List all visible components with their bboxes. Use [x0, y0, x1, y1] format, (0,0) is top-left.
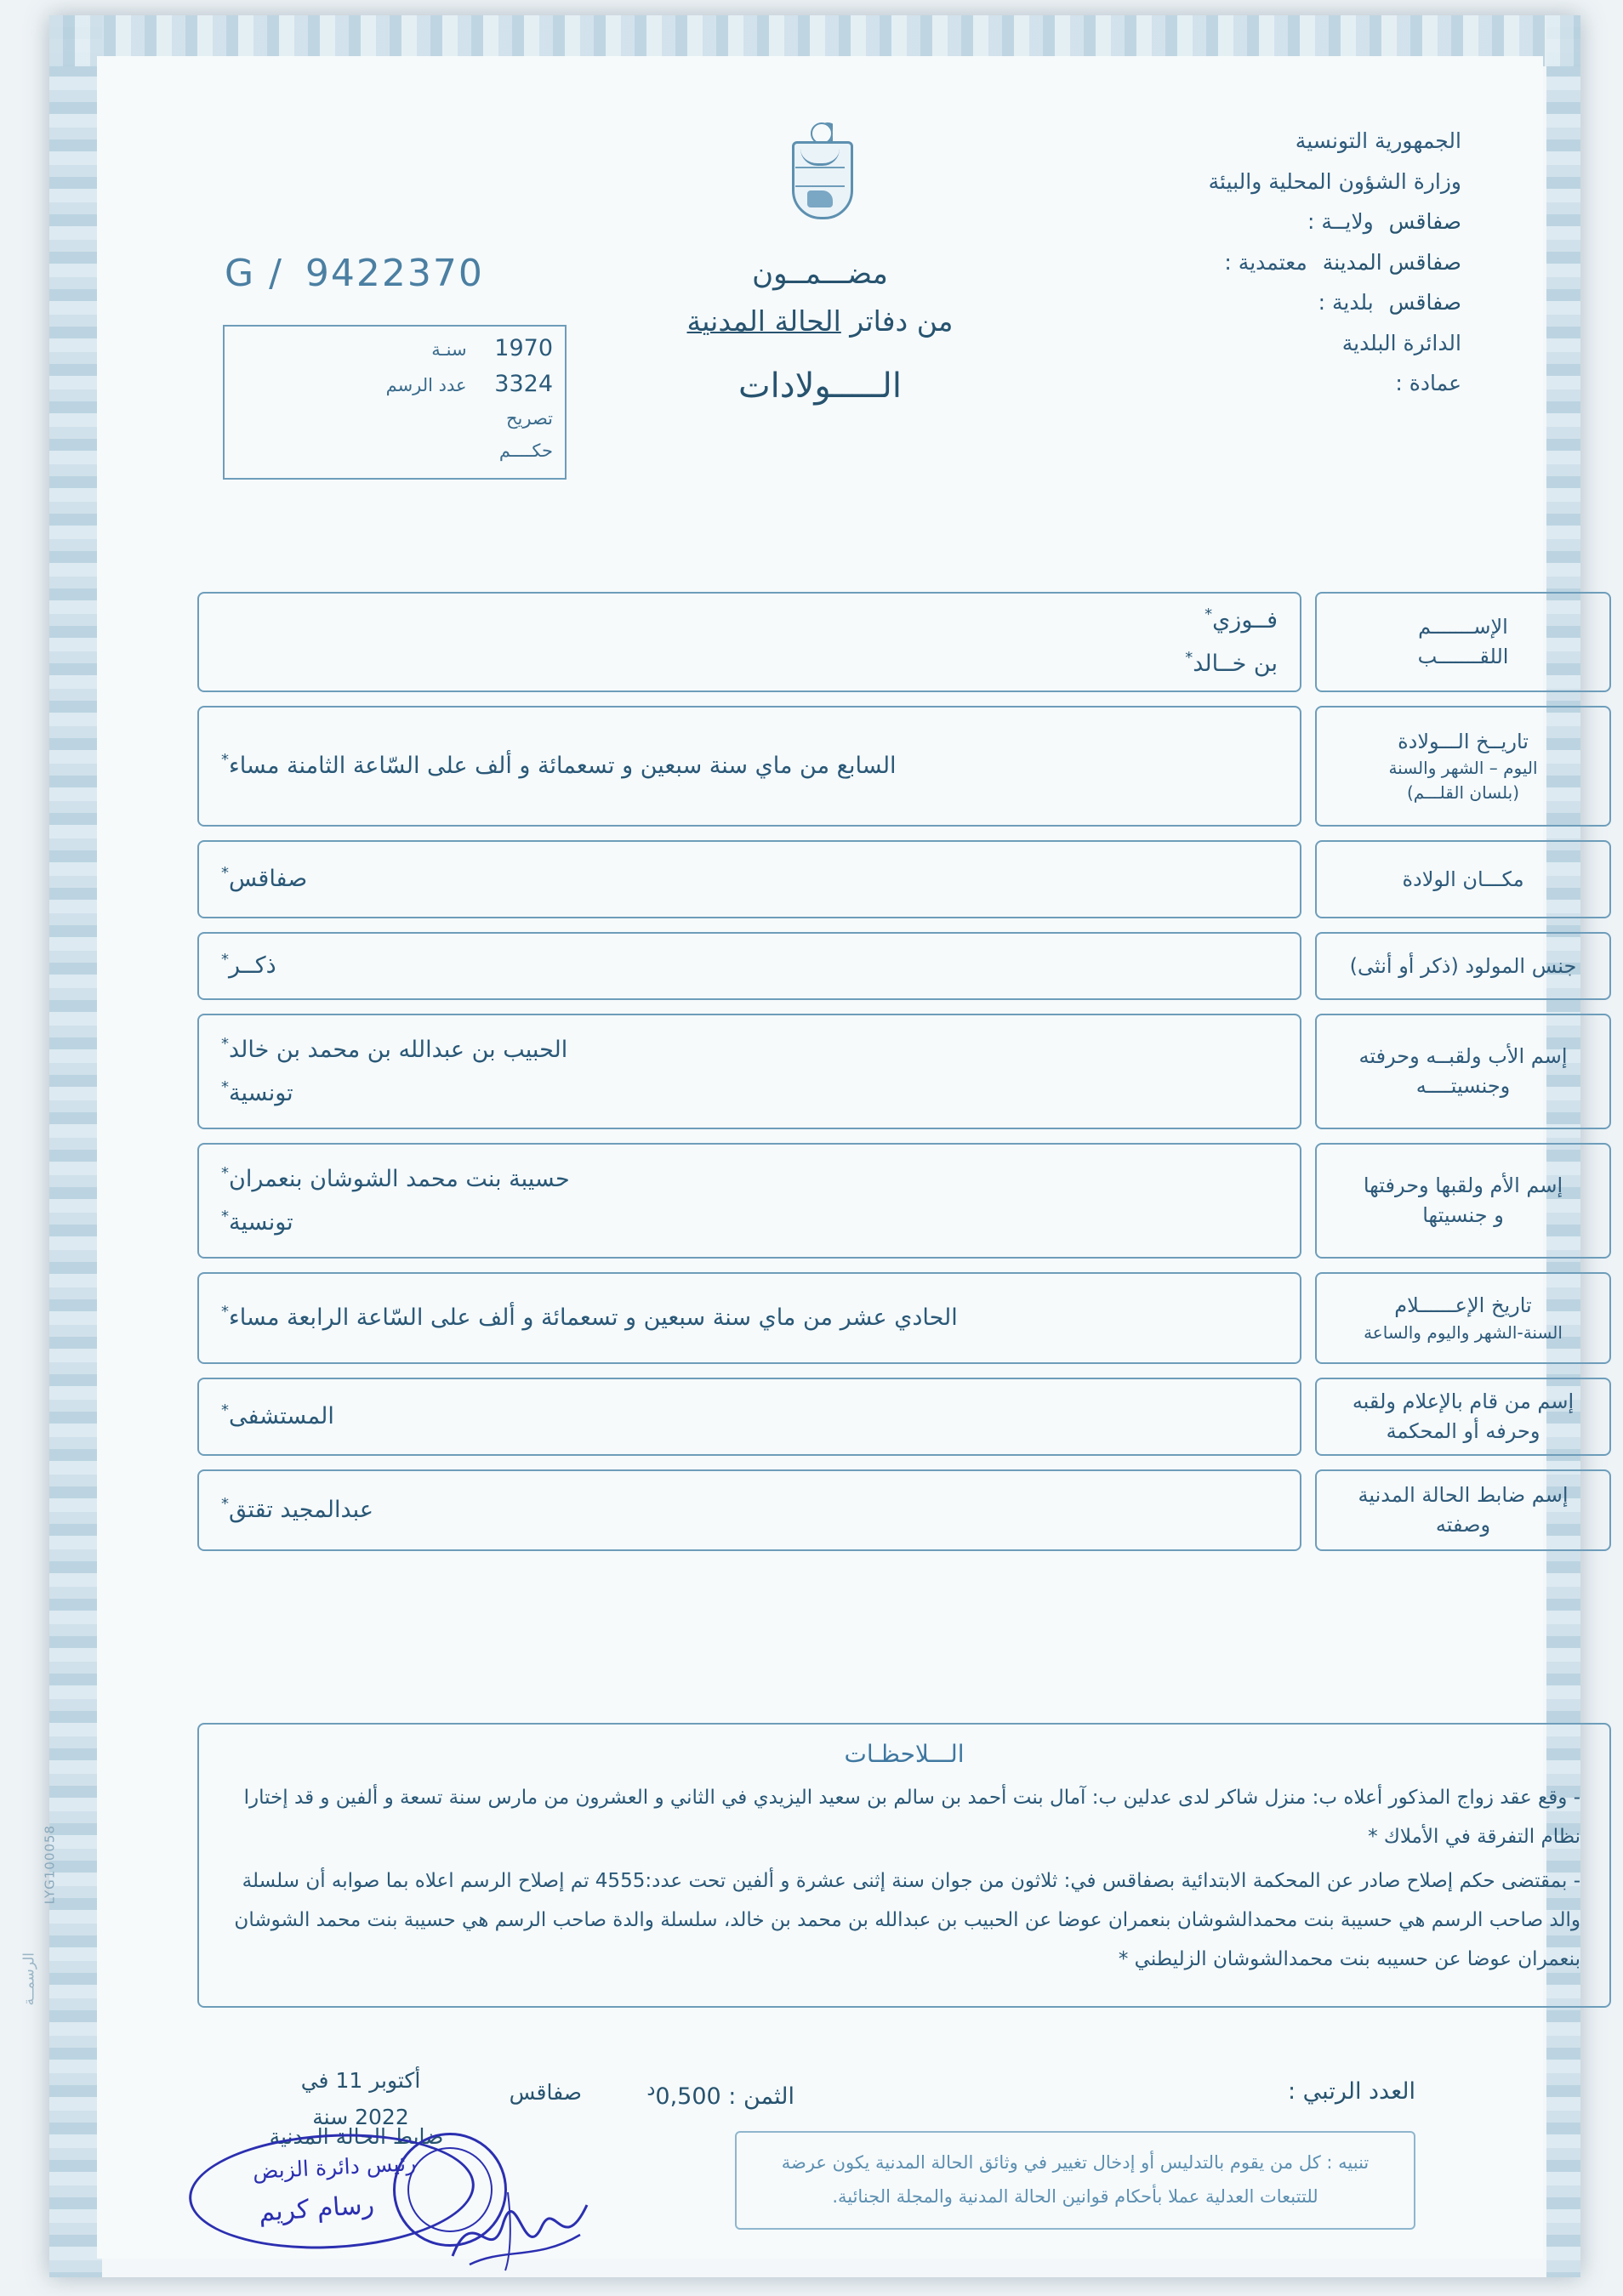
label-registrar — [1315, 1469, 1611, 1551]
value-registrar — [197, 1469, 1301, 1551]
label-mother-sub: و جنسيتها — [1422, 1203, 1504, 1227]
label-declarant-sub: وحرفه أو المحكمة — [1386, 1419, 1540, 1443]
handwritten-signature — [444, 2175, 597, 2277]
label-declarant-main: إسم من قام بالإعلام ولقبه — [1352, 1390, 1575, 1414]
tunisia-emblem-icon — [782, 122, 858, 224]
value-birth-date — [197, 706, 1301, 827]
label-father-sub: وجنسيتــــه — [1415, 1074, 1511, 1098]
issue-date-prefix: في — [300, 2068, 329, 2093]
value-sex-text: ذكــر* — [221, 951, 276, 980]
header-line-omda: عمادة : — [1395, 371, 1461, 395]
value-father — [197, 1014, 1301, 1129]
value-declarant — [197, 1378, 1301, 1456]
stamp-judgement-label: حكــــم — [498, 440, 553, 461]
label-name-surname: اللقـــــــب — [1417, 645, 1509, 668]
seal-line-2: رسام كريم — [257, 2190, 376, 2228]
stamp-year-value: 1970 — [494, 335, 553, 361]
serial-prefix: G / — [225, 252, 283, 295]
stamp-row-declaration — [458, 408, 553, 429]
stamp-declaration-label: تصريح — [505, 408, 553, 429]
form-row-birth-date — [197, 706, 1611, 827]
label-declaration-sub: السنة-الشهر واليوم والساعة — [1364, 1321, 1563, 1343]
value-surname: بن خــالد* — [1185, 649, 1278, 677]
serial-value: 9422370 — [305, 252, 484, 295]
document-body — [20, 56, 1580, 2259]
title-births: الـــــولادات — [738, 367, 902, 406]
title-madmoun: مضـــمــون — [752, 257, 888, 291]
issue-date-year-label: سنة — [312, 2104, 349, 2129]
lion-icon — [807, 190, 833, 207]
registrar-signature-title: ضابط الحالة المدنية — [269, 2124, 444, 2149]
side-code-2: الرسمــة — [20, 1952, 37, 2006]
value-name — [197, 592, 1301, 692]
value-mother-nationality: تونسية* — [221, 1208, 293, 1236]
birth-record-form — [197, 592, 1611, 1565]
remarks-section — [197, 1723, 1611, 2008]
header-line-district: الدائرة البلدية — [1341, 330, 1461, 355]
value-birth-date-text: السابع من ماي سنة سبعين و تسعمائة و ألف على السّاعة الثامنة مساء* — [221, 751, 897, 780]
value-declaration-date — [197, 1272, 1301, 1364]
label-name-first: الإســـــــم — [1418, 615, 1508, 639]
value-birth-place — [197, 840, 1301, 918]
form-row-registrar — [197, 1469, 1611, 1551]
remark-paragraph-marriage: - وقع عقد زواج المذكور أعلاه ب: منزل شاكر لدى عدلين ب: آمال بنت أحمد بن سالم بن سعيد اليزيدي في الثاني و العشرون من مارس سنة تسعة و ألفين و قد إختارا نظام التفرقة في الأملاك * — [243, 1787, 1580, 1848]
value-declaration-date-text: الحادي عشر من ماي سنة سبعين و تسعمائة و ألف على السّاعة الرابعة مساء* — [221, 1303, 958, 1332]
seal-line-1: رئيس دائرة الزبض — [252, 2150, 417, 2185]
document-title-block — [97, 257, 1543, 406]
issue-date-month: أكتوبر — [369, 2068, 421, 2093]
value-birth-place-text: صفاقس* — [221, 864, 308, 893]
emblem-divider-2 — [795, 185, 845, 187]
form-row-birth-place — [197, 840, 1611, 918]
form-row-sex — [197, 932, 1611, 1000]
header-line-republic: الجمهورية التونسية — [1295, 128, 1461, 153]
paper-sheet — [20, 15, 1580, 2277]
value-sex — [197, 932, 1301, 1000]
label-mother — [1315, 1143, 1611, 1259]
form-row-name — [197, 592, 1611, 692]
form-row-father — [197, 1014, 1611, 1129]
form-row-declarant — [197, 1378, 1611, 1456]
stamp-row-judgement — [458, 440, 553, 461]
official-seal — [189, 2124, 546, 2286]
issue-date-line1 — [301, 2068, 421, 2093]
header-line-delegation: صفاقس المدينة معتمدية : — [1224, 249, 1461, 275]
value-mother-name: حسيبة بنت محمد الشوشان بنعمران* — [221, 1163, 570, 1192]
emblem-divider-1 — [795, 167, 845, 168]
header-line-governorate: صفاقس ولايــة : — [1307, 209, 1461, 234]
title-registers-underlined: الحالة المدنية — [686, 304, 841, 338]
order-number — [1288, 2078, 1415, 2105]
label-declarant — [1315, 1378, 1611, 1456]
value-mother — [197, 1143, 1301, 1259]
stamp-year-label: سنـة — [431, 339, 467, 360]
label-birth-date-main: تاريــخ الـــولادة — [1398, 729, 1529, 753]
form-row-mother — [197, 1143, 1611, 1259]
label-name — [1315, 592, 1611, 692]
stamp-fee-label: عدد الرسم — [385, 375, 467, 395]
issue-place: صفاقس — [509, 2080, 582, 2105]
header-line-municipality: صفاقس بلدية : — [1318, 290, 1461, 315]
label-birth-date-sub2: (بلسان القلـــم) — [1406, 782, 1520, 804]
value-registrar-text: عبدالمجيد تقتق* — [221, 1495, 373, 1524]
price-value: 0,500 — [655, 2083, 721, 2110]
price-label: الثمن : — [728, 2083, 794, 2110]
value-father-nationality: تونسية* — [221, 1078, 293, 1106]
value-declarant-text: المستشفى* — [221, 1401, 334, 1430]
label-father — [1315, 1014, 1611, 1129]
price-currency: د — [646, 2078, 656, 2100]
price — [646, 2078, 794, 2110]
remarks-title: الـــلاحظـات — [844, 1740, 965, 1768]
issue-date-year: 2022 — [355, 2104, 409, 2129]
label-birth-date-sub: اليوم – الشهر والسنة — [1388, 758, 1538, 779]
order-number-label: العدد الرتبي : — [1287, 2078, 1415, 2105]
paper-edge-left — [49, 15, 102, 2277]
label-sex: جنس المولود (ذكر أو أنثى) — [1315, 932, 1611, 1000]
label-father-main: إسم الأب ولقبــه وحرفته — [1358, 1044, 1568, 1069]
label-declaration-date — [1315, 1272, 1611, 1364]
label-declaration-main: تاريخ الإعــــــلام — [1394, 1293, 1532, 1318]
form-row-declaration-date — [197, 1272, 1611, 1364]
remark-paragraph-correction: - بمقتضى حكم إصلاح صادر عن المحكمة الابتدائية بصفاقس في: ثلاثون من جوان سنة إثنى عشرة و ألفين تحت عدد:4555 تم إصلاح الرسم اعلاه بما صوابه أن سلسلة والد صاحب الرسم هي حسيبة بنت محمدالشوشان بنعمران عوضا عن الحبيب بن عبدالله بن محمد بن خالد، سلسلة والدة صاحب الرسم هي حسيبة بنت محمد الشوشان بنعمران عوضا عن حسيبه بنت محمدالشوشان الزليطني * — [234, 1870, 1580, 1970]
label-birth-date — [1315, 706, 1611, 827]
title-registers-prefix: من دفاتر — [850, 304, 954, 338]
label-birth-place: مكـــان الولادة — [1315, 840, 1611, 918]
title-registers — [97, 304, 1543, 338]
side-code-1: LYG100058 — [42, 1825, 57, 1905]
issue-date-day: 11 — [335, 2068, 363, 2093]
label-registrar-sub: وصفته — [1435, 1513, 1491, 1537]
value-first-name: فــوزي* — [1204, 605, 1278, 634]
label-registrar-main: إسم ضابط الحالة المدنية — [1358, 1483, 1569, 1508]
label-mother-main: إسم الأم ولقبها وحرفتها — [1363, 1174, 1563, 1198]
legal-notice: تنبيه : كل من يقوم بالتدليس أو إدخال تغيير في وثائق الحالة المدنية يكون عرضة للتتبعات العدلية عملا بأحكام قوانين الحالة المدنية والمجلة الجنائية. — [735, 2131, 1415, 2230]
header-line-ministry: وزارة الشؤون المحلية والبيئة — [1208, 168, 1461, 194]
value-father-name: الحبيب بن عبدالله بن محمد بن خالد* — [221, 1034, 568, 1063]
stamp-fee-value: 3324 — [494, 371, 553, 397]
